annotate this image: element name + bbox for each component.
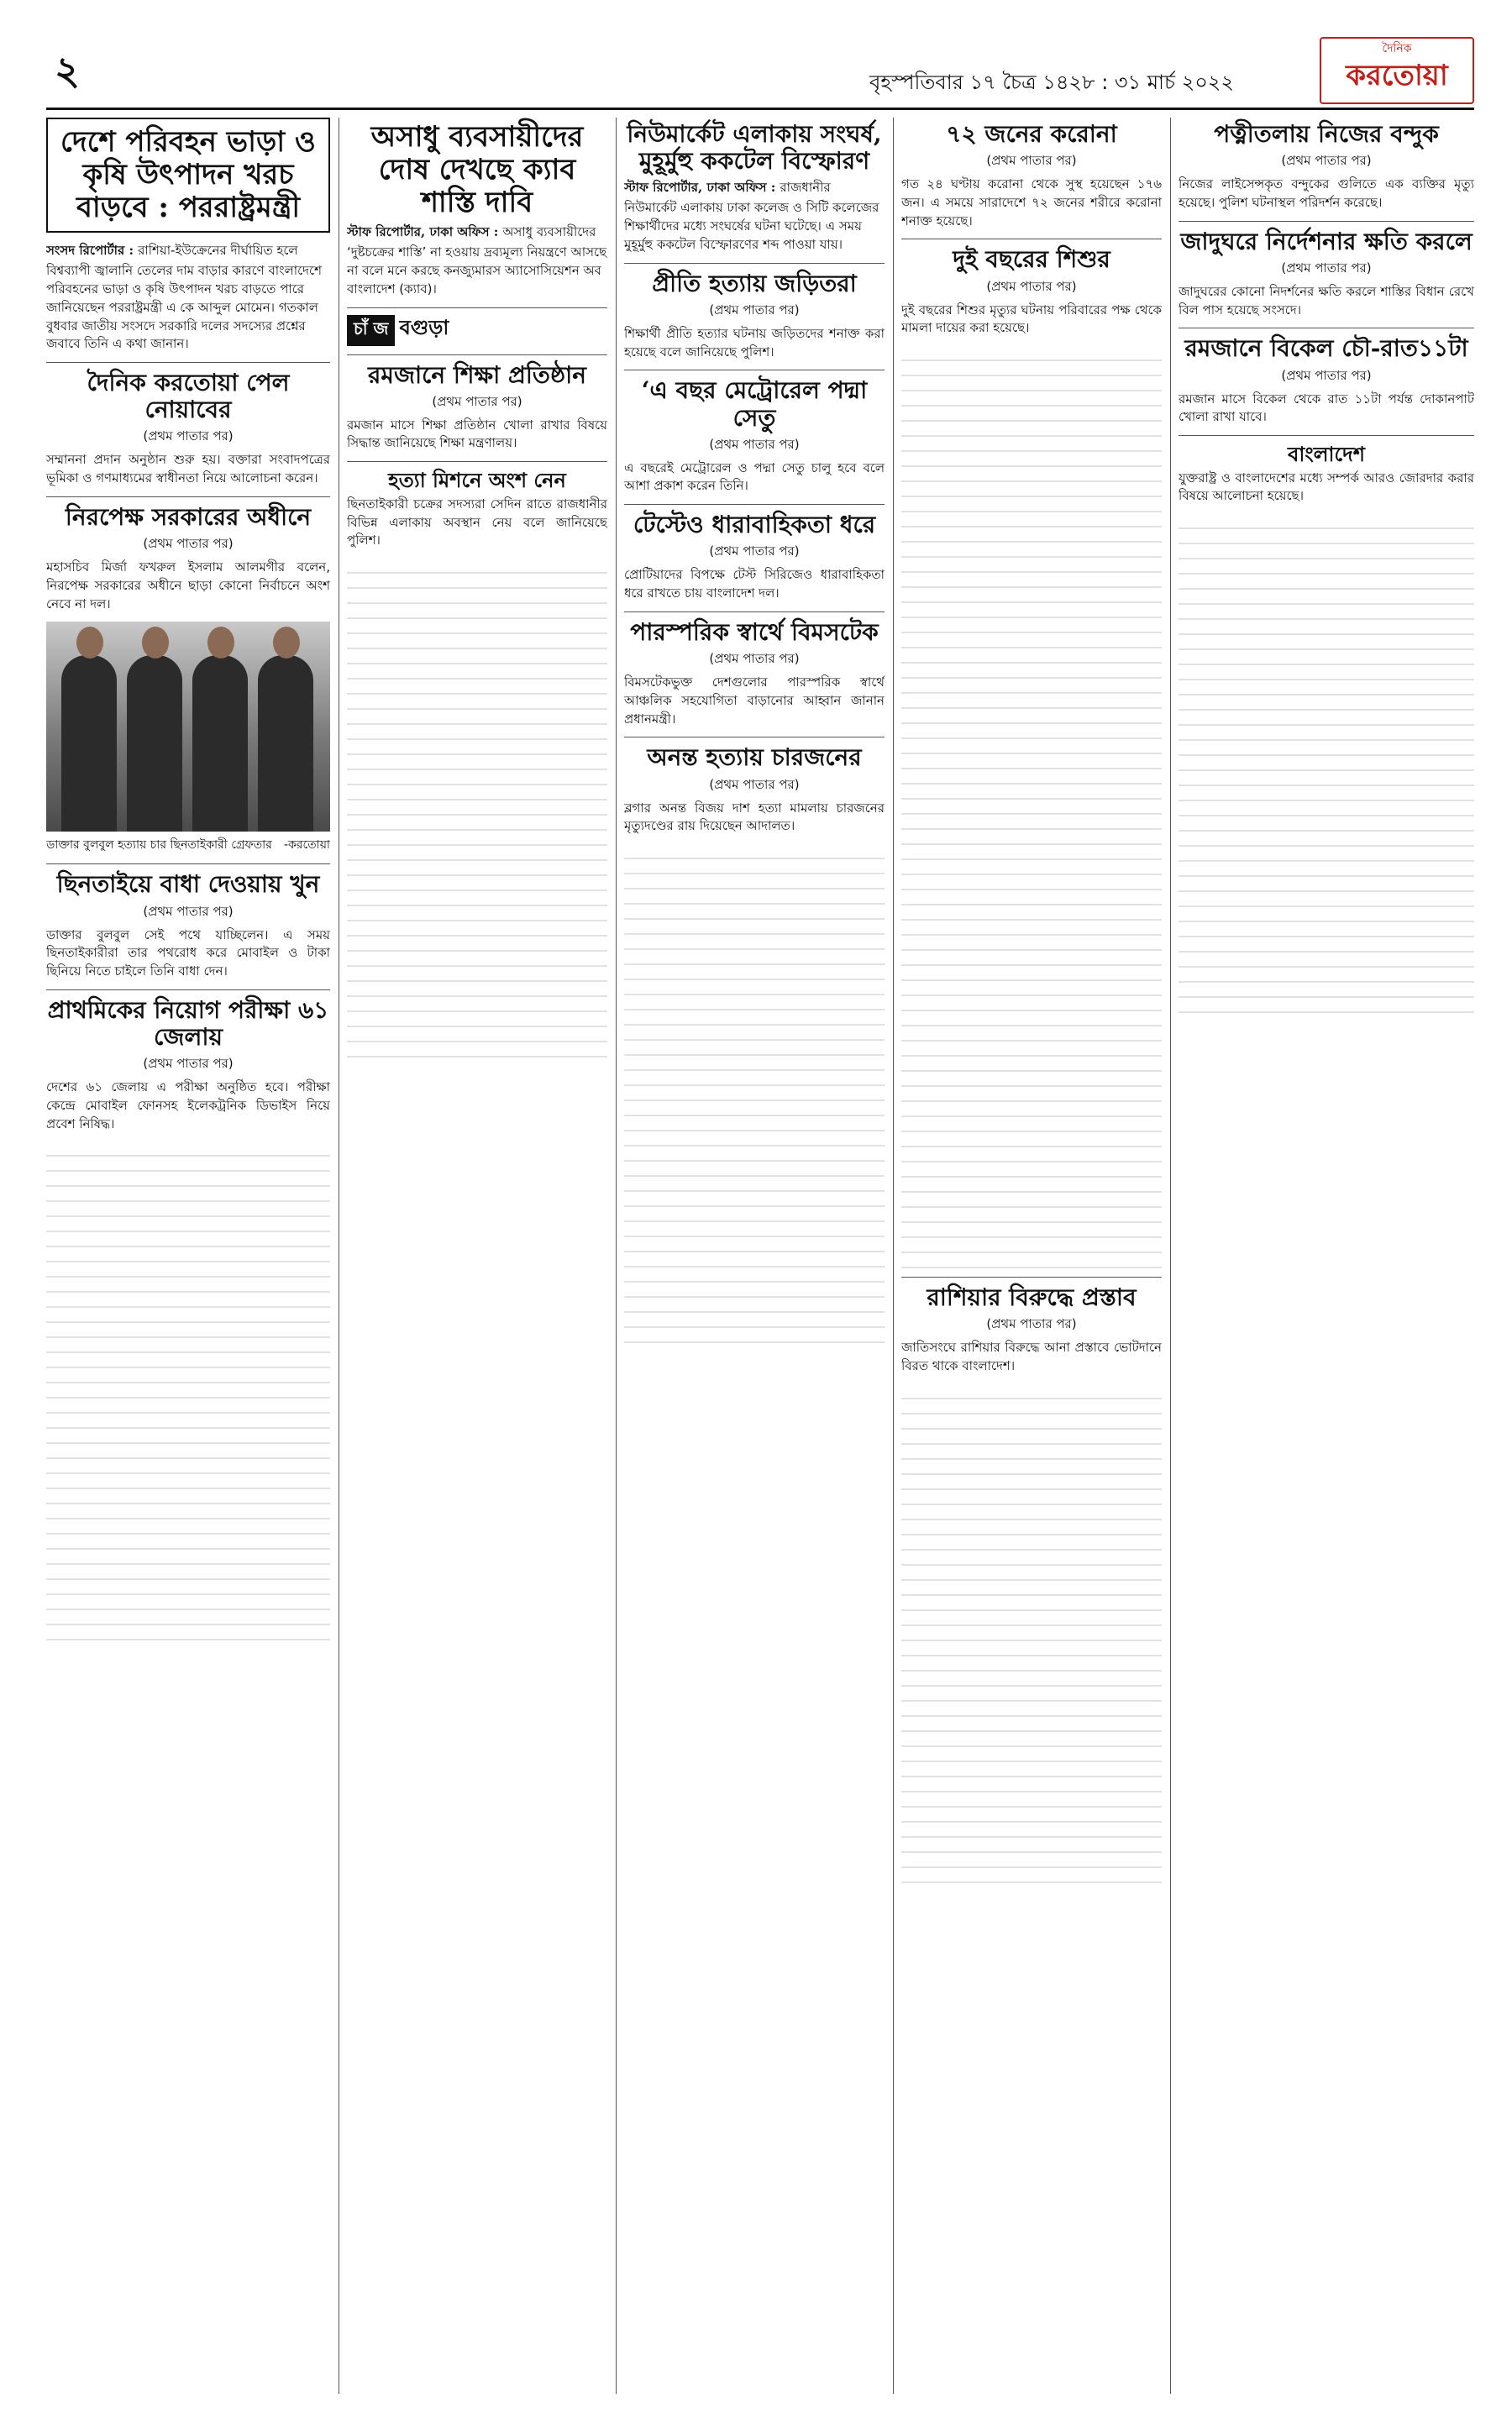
article — [624, 270, 885, 362]
article — [901, 1284, 1162, 1376]
continued-label: (প্রথম পাতার পর) — [1281, 367, 1372, 383]
article-body: রাজধানীর নিউমার্কেট এলাকায় ঢাকা কলেজ ও সিটি কলেজের শিক্ষার্থীদের মধ্যে সংঘর্ষের ঘটনা ঘটেছে। এ সময় মুহূর্মুহু ককটেল বিস্ফোরণের শব্দ পাওয়া যায়। — [624, 180, 879, 252]
masthead — [46, 34, 1474, 110]
newspaper-logo — [1320, 37, 1474, 104]
article — [624, 512, 885, 603]
article — [901, 246, 1162, 338]
article-body: ছিনতাইকারী চক্রের সদস্যরা সেদিন রাতে রাজধানীর বিভিন্ন এলাকায় অবস্থান নেয় বলে জানিয়েছে পুলিশ। — [347, 496, 607, 548]
page-number: ২ — [55, 48, 80, 93]
article — [46, 118, 330, 233]
article — [624, 744, 885, 836]
headline: ৭২ জনের করোনা — [946, 120, 1117, 148]
headline: ছিনতাইয়ে বাধা দেওয়ায় খুন — [56, 870, 320, 899]
article-body: রমজান মাসে বিকেল থেকে রাত ১১টা পর্যন্ত দোকানপাট খোলা রাখা যাবে। — [1179, 391, 1474, 425]
headline: রমজানে শিক্ষা প্রতিষ্ঠান — [368, 360, 586, 389]
headline: নিউমার্কেট এলাকায় সংঘর্ষ, মুহূর্মুহু ককটেল বিস্ফোরণ — [627, 120, 882, 176]
article-body: দুই বছরের শিশুর মৃত্যুর ঘটনায় পরিবারের পক্ষ থেকে মামলা দায়ের করা হয়েছে। — [901, 302, 1162, 336]
byline: সংসদ রিপোর্টার : — [46, 243, 134, 259]
headline: ‘এ বছর মেট্রোরেল পদ্মা সেতু — [641, 376, 868, 432]
article-body: জাদুঘরের কোনো নিদর্শনের ক্ষতি করলে শাস্তির বিধান রেখে বিল পাস হয়েছে সংসদে। — [1179, 283, 1474, 318]
article-body-block — [46, 241, 330, 354]
article-body: নিজের লাইসেন্সকৃত বন্দুকের গুলিতে এক ব্যক্তির মৃত্যু হয়েছে। পুলিশ ঘটনাস্থল পরিদর্শন করেছে। — [1179, 176, 1474, 210]
article — [1179, 121, 1474, 213]
continued-label: (প্রথম পাতার পর) — [986, 153, 1077, 169]
headline: দৈনিক করতোয়া পেল নোয়াবের — [87, 369, 290, 424]
newspaper-page — [46, 34, 1474, 2394]
dateline: বৃহস্পতিবার ১৭ চৈত্র ১৪২৮ : ৩১ মার্চ ২০২২ — [869, 71, 1235, 94]
headline: টেস্টেও ধারাবাহিকতা ধরে — [633, 511, 876, 539]
article — [901, 121, 1162, 230]
headline: পত্নীতলায় নিজের বন্দুক — [1214, 120, 1439, 148]
column-divider — [893, 118, 894, 2394]
article-body: অসাধু ব্যবসায়ীদের ‘দুষ্টচক্রের শাস্তি’ না হওয়ায় দ্রব্যমূল্য নিয়ন্ত্রণে আসছে না বলে মনে করছে কনজ্যুমারস অ্যাসোসিয়েশন অব বাংলাদেশ (ক্যাব)। — [347, 224, 607, 297]
continued-label: (প্রথম পাতার পর) — [709, 543, 800, 559]
continued-label: (প্রথম পাতার পর) — [143, 428, 234, 444]
photo-caption: ডাক্তার বুলবুল হত্যায় চার ছিনতাইকারী গ্রেফতার — [46, 838, 272, 853]
headline: পারস্পরিক স্বার্থে বিমসটেক — [630, 617, 879, 646]
continued-label: (প্রথম পাতার পর) — [1281, 153, 1372, 169]
section-badge: চাঁ জ — [347, 315, 395, 346]
article-body: যুক্তরাষ্ট্র ও বাংলাদেশের মধ্যে সম্পর্ক আরও জোরদার করার বিষয়ে আলোচনা হয়েছে। — [1179, 470, 1474, 504]
article-body: জাতিসংঘে রাশিয়ার বিরুদ্ধে আনা প্রস্তাবে ভোটদানে বিরত থাকে বাংলাদেশ। — [901, 1340, 1162, 1374]
column-3 — [624, 118, 885, 2394]
continued-label: (প্রথম পাতার পর) — [143, 1056, 234, 1072]
article-body: গত ২৪ ঘণ্টায় করোনা থেকে সুস্থ হয়েছেন ১৭৬ জন। এ সময়ে সারাদেশে ৭২ জনের শরীরে করোনা শনাক্ত হয়েছে। — [901, 176, 1162, 228]
byline: স্টাফ রিপোর্টার, ঢাকা অফিস : — [347, 224, 499, 240]
continued-label: (প্রথম পাতার পর) — [986, 278, 1077, 294]
headline: রমজানে বিকেল চৌ-রাত১১টা — [1184, 334, 1468, 363]
continued-label: (প্রথম পাতার পর) — [143, 536, 234, 552]
local-news-section — [347, 315, 607, 346]
article — [347, 121, 607, 299]
article-body: ডাক্তার বুলবুল সেই পথে যাচ্ছিলেন। এ সময় ছিনতাইকারীরা তার পথরোধ করে মোবাইল ও টাকা ছিনিয়ে নিতে চাইলে তিনি বাধা দেন। — [46, 926, 330, 979]
section-place: বগুড়া — [399, 314, 449, 339]
article — [46, 370, 330, 488]
column-1 — [46, 118, 330, 2394]
headline: অনন্ত হত্যায় চারজনের — [647, 743, 862, 772]
article — [1179, 335, 1474, 427]
continued-label: (প্রথম পাতার পর) — [709, 651, 800, 667]
continued-label: (প্রথম পাতার পর) — [709, 302, 800, 318]
column-5 — [1179, 118, 1474, 2394]
column-divider — [1170, 118, 1171, 2394]
article-body: শিক্ষার্থী প্রীতি হত্যার ঘটনায় জড়িতদের শনাক্ত করা হয়েছে বলে জানিয়েছে পুলিশ। — [624, 325, 885, 360]
news-photo — [46, 622, 330, 855]
headline: নিরপেক্ষ সরকারের অধীনে — [65, 502, 312, 531]
headline: অসাধু ব্যবসায়ীদের দোষ দেখছে ক্যাব শাস্তি দাবি — [370, 120, 584, 220]
article-body: দেশের ৬১ জেলায় এ পরীক্ষা অনুষ্ঠিত হবে। পরীক্ষা কেন্দ্রে মোবাইল ফোনসহ ইলেকট্রনিক ডিভাইস নিয়ে প্রবেশ নিষিদ্ধ। — [46, 1079, 330, 1131]
continued-label: (প্রথম পাতার পর) — [432, 393, 522, 409]
article-body: ব্লগার অনন্ত বিজয় দাশ হত্যা মামলায় চারজনের মৃত্যুদণ্ডের রায় দিয়েছেন আদালত। — [624, 800, 885, 834]
continued-label: (প্রথম পাতার পর) — [143, 903, 234, 919]
photo-credit: -করতোয়া — [283, 838, 330, 853]
article — [347, 469, 607, 550]
logo-small: দৈনিক — [1382, 42, 1412, 55]
headline: জাদুঘরে নির্দেশনার ক্ষতি করলে — [1180, 227, 1473, 255]
article-body: সম্মাননা প্রদান অনুষ্ঠান শুরু হয়। বক্তারা সংবাদপত্রের ভূমিকা ও গণমাধ্যমের স্বাধীনতা নিয়ে আলোচনা করেন। — [46, 452, 330, 486]
headline: দেশে পরিবহন ভাড়া ও কৃষি উৎপাদন খরচ বাড়বে : পররাষ্ট্রমন্ত্রী — [60, 125, 316, 225]
continued-label: (প্রথম পাতার পর) — [986, 1316, 1077, 1332]
byline: স্টাফ রিপোর্টার, ঢাকা অফিস : — [624, 180, 776, 196]
headline: প্রাথমিকের নিয়োগ পরীক্ষা ৬১ জেলায় — [47, 995, 329, 1051]
article-body: মহাসচিব মির্জা ফখরুল ইসলাম আলমগীর বলেন, নিরপেক্ষ সরকারের অধীনে ছাড়া কোনো নির্বাচনে অংশ নেবে না দল। — [46, 559, 330, 611]
article-body: প্রোটিয়াদের বিপক্ষে টেস্ট সিরিজেও ধারাবাহিকতা ধরে রাখতে চায় বাংলাদেশ দল। — [624, 567, 885, 601]
column-2 — [347, 118, 607, 2394]
article — [347, 362, 607, 454]
article — [1179, 443, 1474, 506]
article — [46, 997, 330, 1134]
article-body: রমজান মাসে শিক্ষা প্রতিষ্ঠান খোলা রাখার বিষয়ে সিদ্ধান্ত জানিয়েছে শিক্ষা মন্ত্রণালয়। — [347, 417, 607, 451]
article — [1179, 228, 1474, 320]
article — [624, 619, 885, 728]
article — [624, 121, 885, 255]
article — [46, 871, 330, 980]
article-body: এ বছরেই মেট্রোরেল ও পদ্মা সেতু চালু হবে বলে আশা প্রকাশ করেন তিনি। — [624, 459, 885, 494]
headline: প্রীতি হত্যায় জড়িতরা — [652, 269, 857, 297]
headline: দুই বছরের শিশুর — [953, 245, 1110, 274]
headline: রাশিয়ার বিরুদ্ধে প্রস্তাব — [927, 1283, 1137, 1312]
column-divider — [616, 118, 617, 2394]
continued-label: (প্রথম পাতার পর) — [709, 436, 800, 452]
continued-label: (প্রথম পাতার পর) — [1281, 260, 1372, 276]
article-body: রাশিয়া-ইউক্রেনের দীর্ঘায়িত হলে বিশ্বব্যাপী জ্বালানি তেলের দাম বাড়ার কারণে বাংলাদেশে পরিবহনের ভাড়া ও কৃষি উৎপাদন খরচ বাড়তে পারে জানিয়েছেন পররাষ্ট্রমন্ত্রী এ কে আব্দুল মোমেন। গতকাল বুধবার জাতীয় সংসদে সরকারি দলের সদস্যের প্রশ্নের জবাবে তিনি এ কথা জানান। — [46, 243, 322, 352]
logo-big: করতোয়া — [1346, 59, 1448, 92]
article — [624, 377, 885, 496]
article — [46, 504, 330, 613]
column-4 — [901, 118, 1162, 2394]
headline: হত্যা মিশনে অংশ নেন — [388, 468, 566, 493]
article-body: বিমসটেকভুক্ত দেশগুলোর পারস্পরিক স্বার্থে আঞ্চলিক সহযোগিতা বাড়ানোর আহ্বান জানান প্রধানমন্ত্রী। — [624, 674, 885, 727]
photo-arrested-suspects — [46, 622, 330, 832]
continued-label: (প্রথম পাতার পর) — [709, 776, 800, 792]
headline: বাংলাদেশ — [1288, 442, 1365, 467]
